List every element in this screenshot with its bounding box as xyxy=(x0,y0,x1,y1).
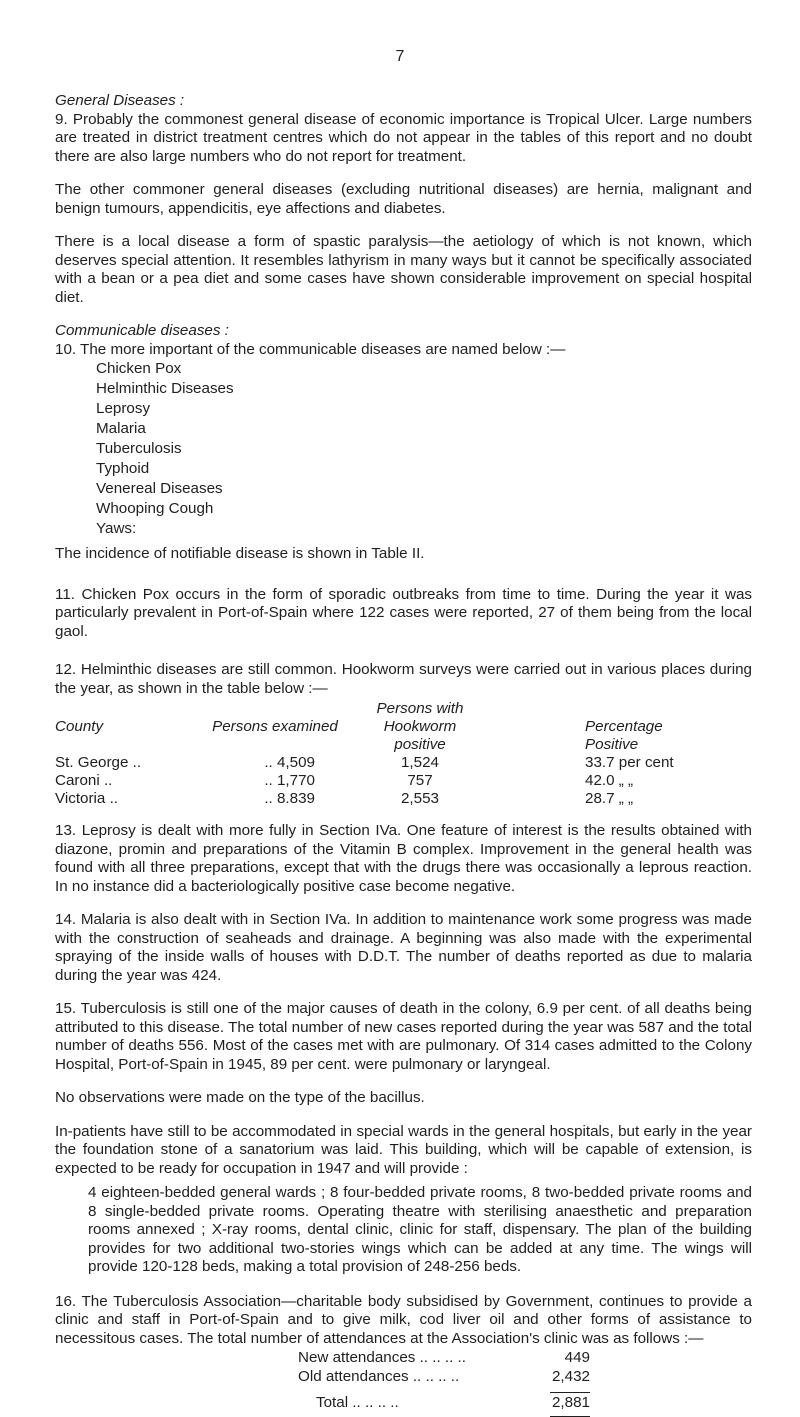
attendances-table xyxy=(298,1348,590,1417)
positive-cell: 757 xyxy=(407,772,433,789)
paragraph-12: 12. Helminthic diseases are still common. Hookworm surveys were carried out in various places during the year, as shown in the table below :— xyxy=(55,661,752,697)
paragraph-13: 13. Leprosy is dealt with more fully in Section IVa. One feature of interest is the results obtained with diazone, promin and preparations of the Vitamin B complex. Improvement in the general health was found with all three preparations, except that with the drugs there was occasionally a leprous reaction. In no instance did a bacteriologically positive case become negative. xyxy=(55,822,752,895)
positive-cell: 2,553 xyxy=(400,790,439,807)
county-header: County xyxy=(55,718,104,735)
list-item: Malaria xyxy=(96,420,146,437)
communicable-disease-list xyxy=(55,359,752,539)
list-item: Helminthic Diseases xyxy=(96,380,234,397)
hookworm-header-line3: positive xyxy=(394,736,446,753)
percentage-cell: 42.0 „ „ xyxy=(585,772,634,789)
paragraph-incidence: The incidence of notifiable disease is shown in Table II. xyxy=(55,545,425,562)
new-attendances-value: 449 xyxy=(564,1349,590,1366)
old-attendances-label: Old attendances .. .. .. .. xyxy=(298,1368,460,1385)
county-cell: St. George .. xyxy=(55,754,142,771)
table-row xyxy=(298,1348,590,1367)
paragraph-14: 14. Malaria is also dealt with in Section IVa. In addition to maintenance work some progress was made with the construction of seaheads and drainage. A beginning was also made with the experimental spraying of the inside walls of houses with D.D.T. The number of deaths reported as due to malaria during the year was 424. xyxy=(55,911,752,984)
list-item: Yaws: xyxy=(96,520,137,537)
list-item: Chicken Pox xyxy=(96,360,182,377)
paragraph-16: 16. The Tuberculosis Association—charitable body subsidised by Government, continues to provide a clinic and staff in Port-of-Spain and to give milk, cod liver oil and other forms of assistance to necessitous cases. The total number of attendances at the Association's clinic was as follows :— xyxy=(55,1292,752,1347)
new-attendances-label: New attendances .. .. .. .. xyxy=(298,1349,466,1366)
list-item: Whooping Cough xyxy=(96,500,214,517)
examined-header: Persons examined xyxy=(212,718,338,735)
table-header-row xyxy=(55,718,752,736)
paragraph-in-patients: In-patients have still to be accommodated in special wards in the general hospitals, but early in the year the foundation stone of a sanatorium was laid. This building, which will be capable of extension, is expected to be ready for occupation in 1947 and will provide : xyxy=(55,1122,752,1177)
total-label: Total .. .. .. .. xyxy=(316,1394,399,1411)
table-row xyxy=(55,772,752,790)
hookworm-header-line1: Persons with xyxy=(376,700,464,717)
county-cell: Victoria .. xyxy=(55,790,119,807)
rule-row xyxy=(298,1412,590,1417)
list-item: Venereal Diseases xyxy=(96,480,223,497)
hookworm-survey-table xyxy=(55,700,752,808)
table-row xyxy=(55,754,752,772)
examined-cell: .. 4,509 xyxy=(264,754,315,771)
percentage-header-line2: Positive xyxy=(585,736,639,753)
hookworm-header-line2: Hookworm xyxy=(383,718,457,735)
table-row xyxy=(298,1367,590,1386)
paragraph-bacillus: No observations were made on the type of the bacillus. xyxy=(55,1089,425,1106)
examined-cell: .. 8.839 xyxy=(264,790,315,807)
table-header-row-top xyxy=(55,700,752,718)
table-header-row-bottom xyxy=(55,736,752,754)
county-cell: Caroni .. xyxy=(55,772,113,789)
percentage-cell: 33.7 per cent xyxy=(585,754,674,771)
paragraph-sanatorium-provision: 4 eighteen-bedded general wards ; 8 four-bedded private rooms, 8 two-bedded private rooms and 8 single-bedded private rooms. Operating theatre with sterilising anaesthetic and preparation rooms annexed ; X-ray rooms, dental clinic, clinic for staff, dispensary. The plan of the building provides for two additional two-stories wings which can be added at any time. The wings will provide 120-128 beds, making a total provision of 248-256 beds. xyxy=(88,1184,752,1275)
table-row xyxy=(298,1393,590,1412)
list-item: Typhoid xyxy=(96,460,150,477)
paragraph-local-disease: There is a local disease a form of spastic paralysis—the aetiology of which is not known, which deserves special attention. It resembles lathyrism in many ways but it cannot be specifically associated with a bean or a pea diet and some cases have shown considerable improvement on special hospital diet. xyxy=(55,233,752,306)
rule-row xyxy=(298,1386,590,1393)
paragraph-10: 10. The more important of the communicable diseases are named below :— xyxy=(55,340,566,358)
list-item: Tuberculosis xyxy=(96,440,182,457)
general-diseases-heading: General Diseases : xyxy=(55,92,185,109)
paragraph-9: 9. Probably the commonest general disease of economic importance is Tropical Ulcer. Large numbers are treated in district treatment centres which do not appear in the tables of this report and no doubt there are also large numbers who do not report for treatment. xyxy=(55,110,752,165)
percentage-cell: 28.7 „ „ xyxy=(585,790,634,807)
document-page xyxy=(55,92,752,1417)
examined-cell: .. 1,770 xyxy=(264,772,315,789)
paragraph-15: 15. Tuberculosis is still one of the major causes of death in the colony, 6.9 per cent. of all deaths being attributed to this disease. The total number of new cases reported during the year was 587 and the total number of deaths 556. Most of the cases met with are pulmonary. Of 314 cases admitted to the Colony Hospital, Port-of-Spain in 1945, 89 per cent. were pulmonary or laryngeal. xyxy=(55,1000,752,1073)
positive-cell: 1,524 xyxy=(400,754,439,771)
paragraph-other-diseases: The other commoner general diseases (excluding nutritional diseases) are hernia, malignant and benign tumours, appendicitis, eye affections and diabetes. xyxy=(55,181,752,217)
table-row xyxy=(55,790,752,808)
percentage-header-line1: Percentage xyxy=(585,718,663,735)
old-attendances-value: 2,432 xyxy=(551,1368,590,1385)
page-number: 7 xyxy=(395,48,405,65)
communicable-diseases-heading: Communicable diseases : xyxy=(55,322,229,339)
total-value: 2,881 xyxy=(551,1394,590,1411)
paragraph-11: 11. Chicken Pox occurs in the form of sporadic outbreaks from time to time. During the year it was particularly prevalent in Port-of-Spain where 122 cases were reported, 27 of them being from the local gaol. xyxy=(55,585,752,640)
list-item: Leprosy xyxy=(96,400,151,417)
